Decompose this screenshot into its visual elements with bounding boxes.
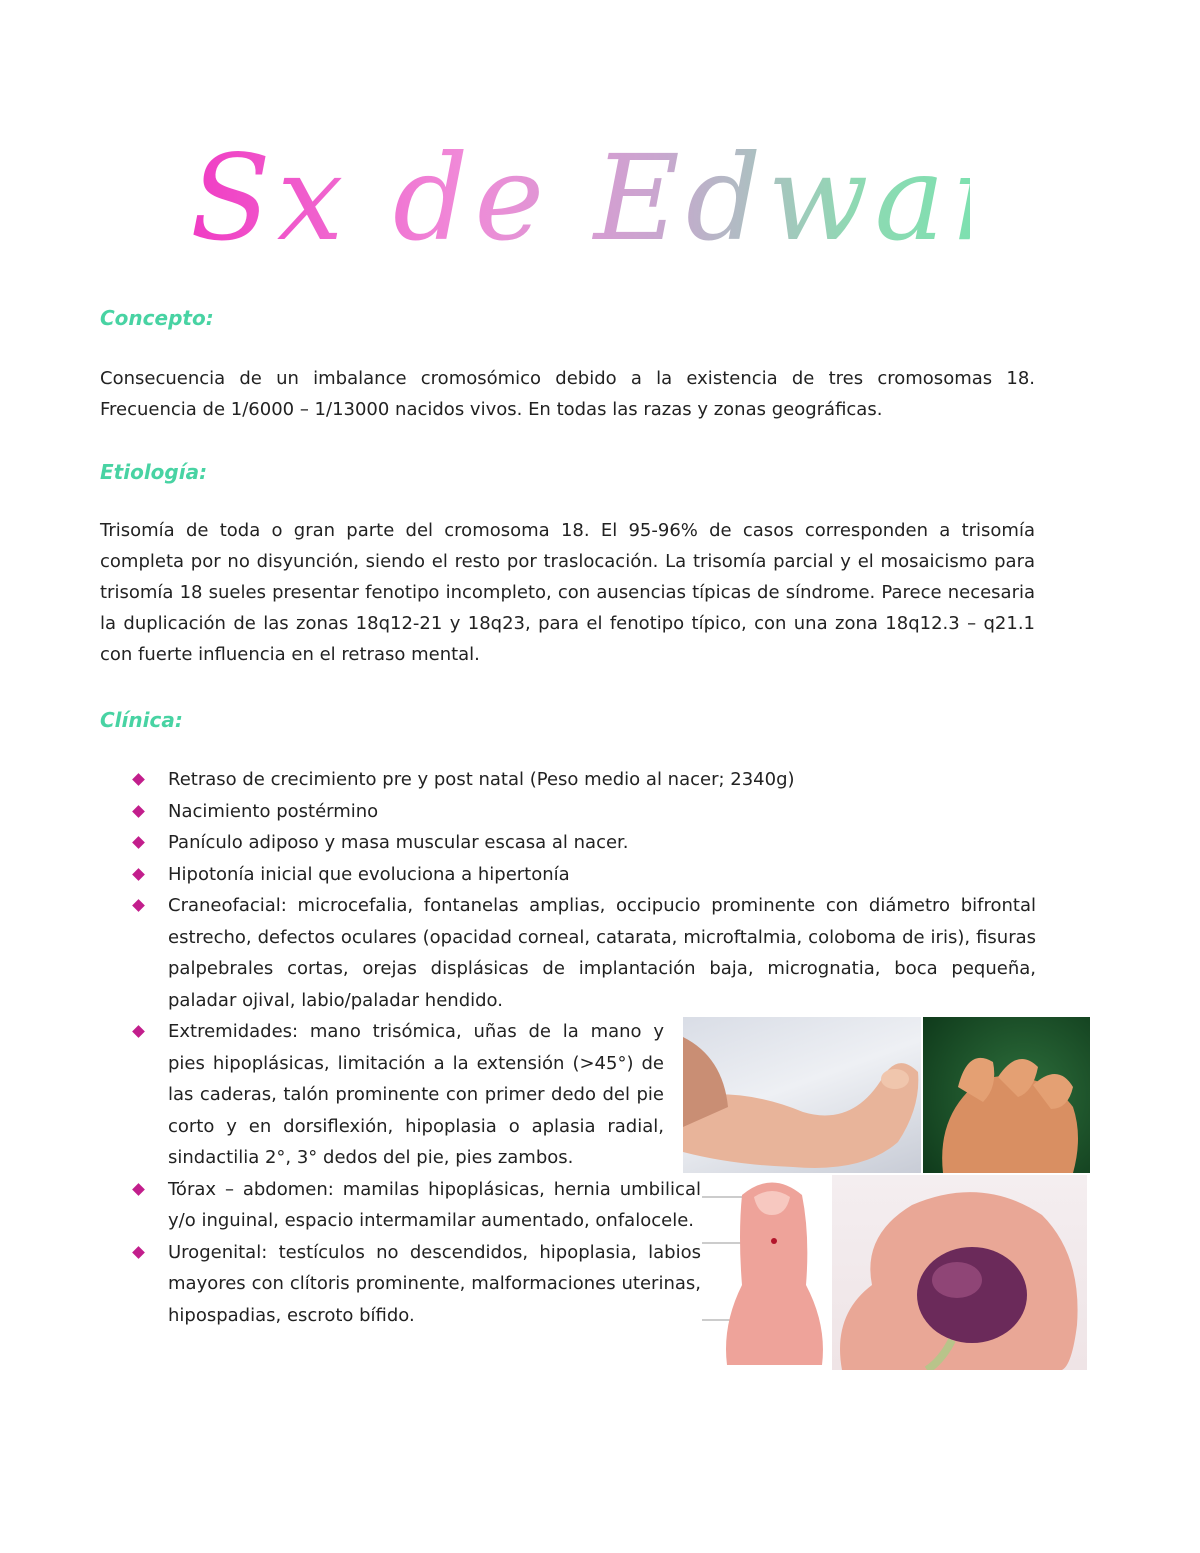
photo-foot — [683, 1017, 921, 1173]
list-item: Urogenital: testículos no descendidos, hipoplasia, labios mayores con clítoris prominente, malformaciones uterinas, hipospadias, escroto bífido. — [130, 1237, 701, 1332]
photo-hand — [923, 1017, 1090, 1173]
list-item: Panículo adiposo y masa muscular escasa al nacer. — [130, 827, 1028, 859]
heading-concepto: Concepto: — [100, 306, 214, 330]
photo-anatomy — [702, 1175, 829, 1370]
etiologia-text: Trisomía de toda o gran parte del cromosoma 18. El 95-96% de casos corresponden a trisomía completa por no disyunción, siendo el resto por traslocación. La trisomía parcial y el mosaicismo para trisomía 18 sueles presentar fenotipo incompleto, con ausencias típicas de síndrome. Parece necesaria la duplicación de las zonas 18q12-21 y 18q23, para el fenotipo típico, con una zona 18q12.3 – q21.1 con fuerte influencia en el retraso mental. — [100, 520, 1035, 665]
heading-clinica: Clínica: — [100, 708, 183, 732]
concepto-text: Consecuencia de un imbalance cromosómico debido a la existencia de tres cromosomas 18. Frecuencia de 1/6000 – 1/13000 nacidos vivos. En todas las razas y zonas geográficas. — [100, 368, 1035, 420]
list-item: Craneofacial: microcefalia, fontanelas amplias, occipucio prominente con diámetro bifrontal estrecho, defectos oculares (opacidad corneal, catarata, microftalmia, coloboma de iris), fisuras palpebrales cortas, orejas displásicas de implantación baja, micrognatia, boca pequeña, paladar ojival, labio/paladar hendido. — [130, 890, 1036, 1016]
list-item: Retraso de crecimiento pre y post natal (Peso medio al nacer; 2340g) — [130, 764, 1028, 796]
photo-newborn — [832, 1175, 1087, 1370]
document-title: Sx de Edwards — [190, 118, 970, 278]
diamond-bullet-icon — [132, 836, 145, 849]
diamond-bullet-icon — [132, 899, 145, 912]
newborn-image-icon — [832, 1175, 1087, 1370]
list-item: Nacimiento postérmino — [130, 796, 1028, 828]
diamond-bullet-icon — [132, 805, 145, 818]
list-item: Extremidades: mano trisómica, uñas de la mano y pies hipoplásicas, limitación a la extensión (>45°) de las caderas, talón prominente con primer dedo del pie corto y en dorsiflexión, hipoplasia o aplasia radial, sindactilia 2°, 3° dedos del pie, pies zambos. — [130, 1016, 664, 1174]
foot-image-icon — [683, 1017, 921, 1173]
diamond-bullet-icon — [132, 773, 145, 786]
diamond-bullet-icon — [132, 1246, 145, 1259]
anatomy-illustration-icon — [702, 1175, 829, 1370]
diamond-bullet-icon — [132, 868, 145, 881]
heading-etiologia: Etiología: — [100, 460, 208, 484]
diamond-bullet-icon — [132, 1183, 145, 1196]
hand-image-icon — [923, 1017, 1090, 1173]
list-item: Hipotonía inicial que evoluciona a hipertonía — [130, 859, 1028, 891]
diamond-bullet-icon — [132, 1025, 145, 1038]
list-item: Tórax – abdomen: mamilas hipoplásicas, hernia umbilical y/o inguinal, espacio intermamilar aumentado, onfalocele. — [130, 1174, 701, 1237]
